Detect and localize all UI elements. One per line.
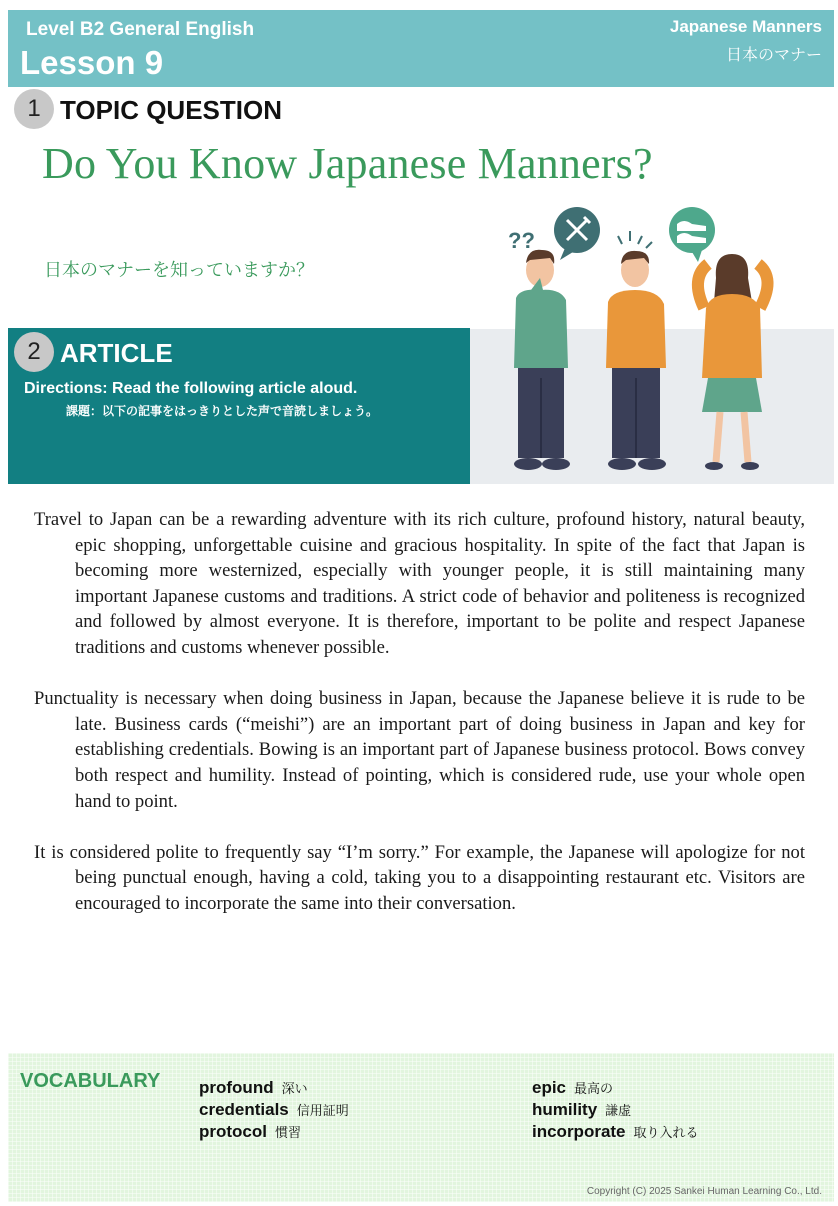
vocab-word: epic [532, 1078, 567, 1097]
vocabulary-right-column [532, 1078, 699, 1144]
lesson-header [8, 10, 834, 87]
three-people-illustration [470, 198, 834, 484]
vocab-meaning: 慣習 [275, 1126, 302, 1141]
directions-japanese: 課題：以下の記事をはっきりとした声で音読しましょう。 [66, 404, 379, 418]
vocabulary-title: VOCABULARY [20, 1070, 161, 1092]
article-paragraph-3: It is considered polite to frequently say “I’m sorry.” For example, the Japanese will apologize for not being punctual enough, having a cold, taking you to a disappointing restaurant etc. Visitors are encouraged to incorporate the same into their conversation. [34, 841, 805, 914]
topic-question-japanese: 日本のマナーを知っていますか？ [44, 260, 314, 281]
copyright-notice: Copyright (C) 2025 Sankei Human Learning Co., Ltd. [586, 1186, 822, 1197]
vocab-meaning: 取り入れる [633, 1126, 699, 1141]
vocabulary-box [8, 1053, 834, 1202]
vocab-item [532, 1122, 699, 1144]
vocabulary-left-column [199, 1078, 349, 1144]
topic-question: Do You Know Japanese Manners? [42, 139, 653, 188]
article-body [34, 507, 805, 942]
vocab-item [199, 1122, 349, 1144]
vocab-word: credentials [199, 1100, 289, 1119]
section-1-badge: 1 [14, 89, 54, 129]
vocab-meaning: 謙虚 [605, 1104, 632, 1119]
vocab-meaning: 最高の [574, 1082, 614, 1097]
directions-english: Directions: Read the following article aloud. [24, 380, 358, 397]
question-marks-icon: ?? [508, 228, 535, 253]
topic-japanese: 日本のマナー [725, 45, 822, 64]
course-level: Level B2 General English [26, 19, 255, 40]
vocab-item [199, 1078, 349, 1100]
section-1-title: TOPIC QUESTION [60, 95, 282, 125]
topic-english: Japanese Manners [669, 17, 822, 36]
vocab-word: humility [532, 1100, 598, 1119]
vocab-word: incorporate [532, 1122, 626, 1141]
vocab-word: protocol [199, 1122, 267, 1141]
lesson-number: Lesson 9 [20, 44, 164, 81]
vocab-item [199, 1100, 349, 1122]
vocab-meaning: 深い [281, 1082, 308, 1097]
article-paragraph-2: Punctuality is necessary when doing business in Japan, because the Japanese believe it is rude to be late. Business cards (“meishi”) are an important part of doing business in Japan and key for establishing credentials. Bowing is an important part of Japanese business protocol. Bows convey both respect and humility. Instead of pointing, which is considered rude, use your whole open hand to point. [34, 688, 805, 812]
section-2-title: ARTICLE [60, 338, 173, 368]
vocab-item [532, 1078, 699, 1100]
article-paragraph-1: Travel to Japan can be a rewarding adventure with its rich culture, profound history, natural beauty, epic shopping, unforgettable cuisine and gracious hospitality. In spite of the fact that Japan is becoming more westernized, especially with younger people, it is still maintaining many important Japanese customs and traditions. A strict code of behavior and politeness is recognized and followed by almost everyone. It is therefore, important to be polite and respect Japanese traditions and customs whenever possible. [34, 509, 805, 658]
vocab-meaning: 信用証明 [296, 1104, 349, 1119]
vocab-word: profound [199, 1078, 274, 1097]
section-2-badge: 2 [14, 332, 54, 372]
vocab-item [532, 1100, 699, 1122]
